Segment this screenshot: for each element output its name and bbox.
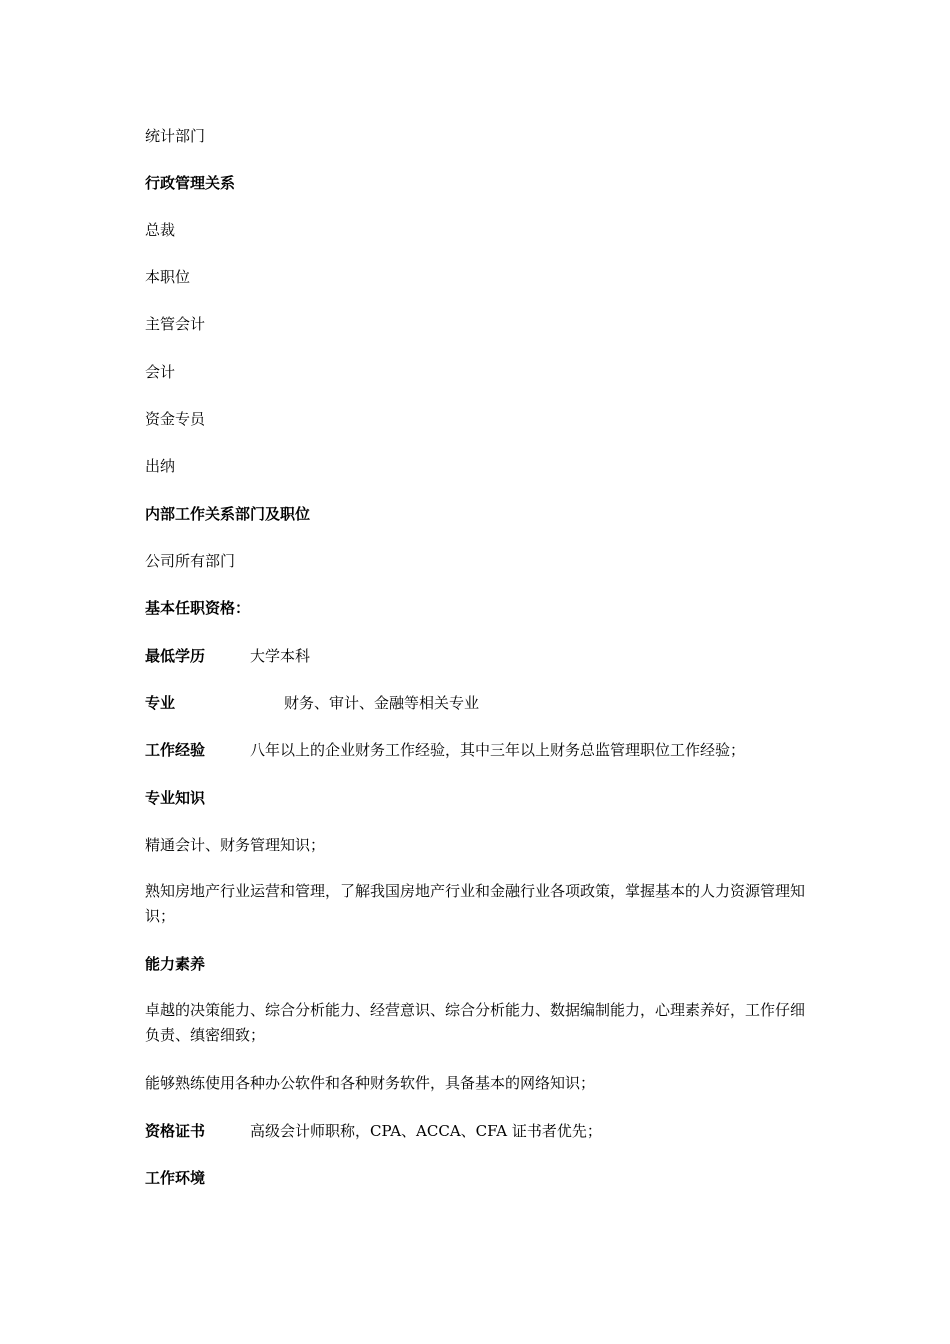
heading-ability: 能力素养 — [145, 955, 206, 973]
label-certificate: 资格证书 — [145, 1122, 206, 1140]
heading-work-environment: 工作环境 — [145, 1169, 206, 1187]
row-certificate — [145, 1120, 602, 1142]
text-cashier: 出纳 — [145, 457, 176, 475]
heading-internal-relations: 内部工作关系部门及职位 — [145, 505, 311, 523]
text-president: 总裁 — [145, 221, 176, 239]
text-accountant: 会计 — [145, 363, 176, 381]
text-this-position: 本职位 — [145, 268, 191, 286]
heading-admin-relations: 行政管理关系 — [145, 174, 236, 192]
text-knowledge-2: 熟知房地产行业运营和管理，了解我国房地产行业和金融行业各项政策，掌握基本的人力资源管理知识； — [145, 882, 806, 925]
value-major: 财务、审计、金融等相关专业 — [284, 694, 480, 712]
value-education: 大学本科 — [250, 647, 311, 665]
row-education — [145, 645, 310, 667]
text-funds-specialist: 资金专员 — [145, 410, 206, 428]
label-major: 专业 — [145, 694, 176, 712]
row-major — [145, 692, 479, 714]
heading-professional-knowledge: 专业知识 — [145, 789, 206, 807]
label-education: 最低学历 — [145, 647, 206, 665]
text-all-departments: 公司所有部门 — [145, 552, 236, 570]
text-ability-1: 卓越的决策能力、综合分析能力、经营意识、综合分析能力、数据编制能力，心理素养好，工作仔细负责、缜密细致； — [145, 1001, 806, 1044]
value-certificate: 高级会计师职称，CPA、ACCA、CFA 证书者优先； — [250, 1122, 602, 1140]
text-knowledge-1: 精通会计、财务管理知识； — [145, 836, 326, 854]
text-chief-accountant: 主管会计 — [145, 315, 206, 333]
label-experience: 工作经验 — [145, 741, 206, 759]
row-experience — [145, 739, 745, 761]
value-experience: 八年以上的企业财务工作经验，其中三年以上财务总监管理职位工作经验； — [250, 741, 746, 759]
text-stats-dept: 统计部门 — [145, 127, 206, 145]
text-ability-2: 能够熟练使用各种办公软件和各种财务软件，具备基本的网络知识； — [145, 1074, 596, 1092]
heading-basic-qualifications: 基本任职资格： — [145, 599, 251, 617]
